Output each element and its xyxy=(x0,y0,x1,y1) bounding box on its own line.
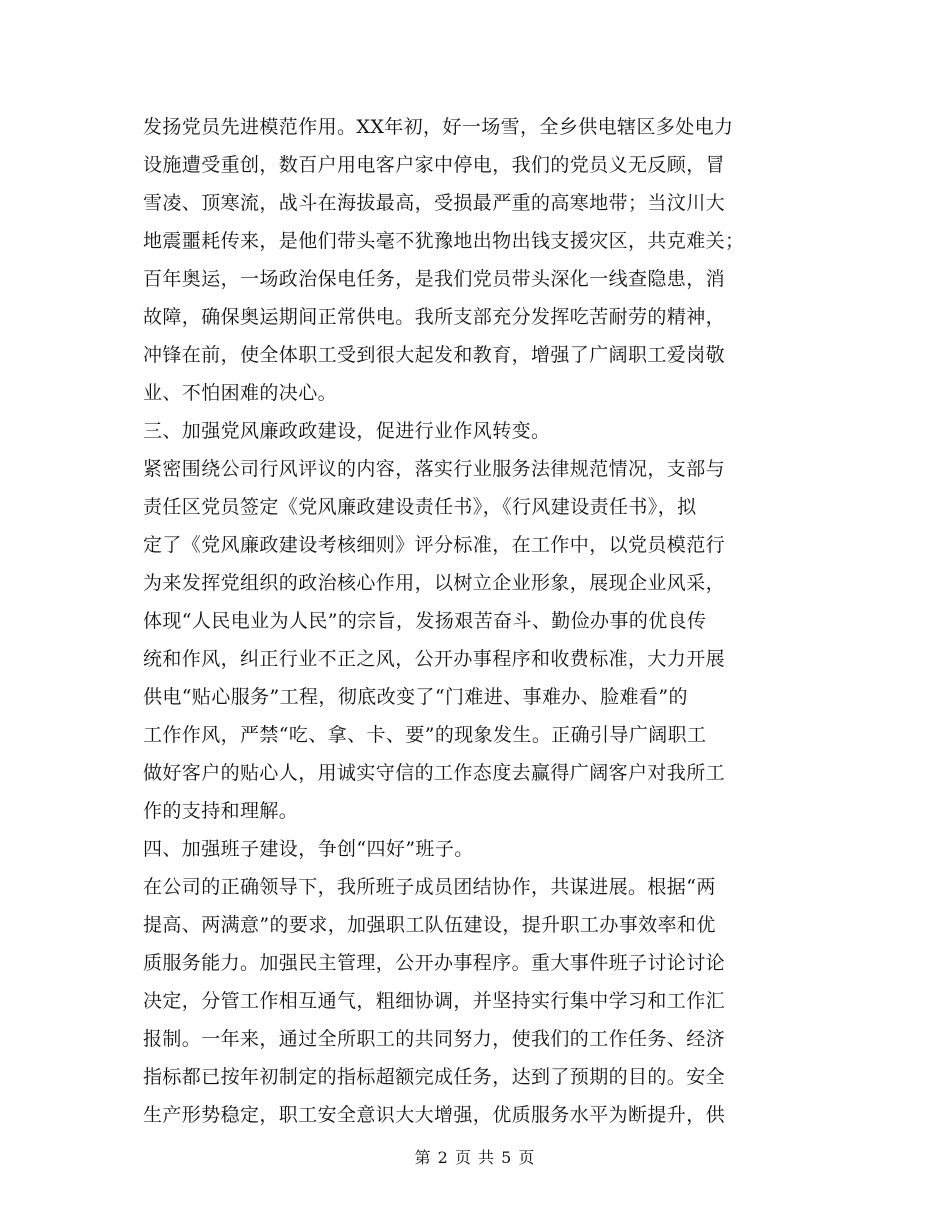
text-line: 责任区党员签定《党风廉政建设责任书》，《行风建设责任书》，拟 xyxy=(143,496,697,518)
page-number-footer: 第 2 页 共 5 页 xyxy=(414,1148,536,1167)
text-line: 做好客户的贴心人，用诚实守信的工作态度去赢得广阔客户对我所工 xyxy=(143,762,726,784)
text-line: 设施遭受重创，数百户用电客户家中停电，我们的党员义无反顾，冒 xyxy=(143,154,726,176)
document-body xyxy=(143,108,808,1134)
section-heading: 三、加强党风廉政政建设，促进行业作风转变。 xyxy=(143,420,551,442)
text-line: 在公司的正确领导下，我所班子成员团结协作，共谋进展。根据“两 xyxy=(143,876,716,898)
text-line: 雪凌、顶寒流，战斗在海拔最高，受损最严重的高寒地带；当汶川大 xyxy=(143,192,726,214)
text-line: 指标都已按年初制定的指标超额完成任务，达到了预期的目的。安全 xyxy=(143,1066,726,1088)
section-heading: 四、加强班子建设，争创“四好”班子。 xyxy=(143,838,474,860)
text-line: 紧密围绕公司行风评议的内容，落实行业服务法律规范情况，支部与 xyxy=(143,458,726,480)
text-line: 统和作风，纠正行业不正之风，公开办事程序和收费标准，大力开展 xyxy=(143,648,726,670)
text-line: 发扬党员先进模范作用。XX年初，好一场雪，全乡供电辖区多处电力 xyxy=(143,116,734,138)
text-line: 工作作风，严禁“吃、拿、卡、要”的现象发生。正确引导广阔职工 xyxy=(143,724,707,746)
text-line: 作的支持和理解。 xyxy=(143,800,299,822)
text-line: 报制。一年来，通过全所职工的共同努力，使我们的工作任务、经济 xyxy=(143,1028,726,1050)
text-line: 决定，分管工作相互通气，粗细协调，并坚持实行集中学习和工作汇 xyxy=(143,990,726,1012)
text-line: 定了《党风廉政建设考核细则》评分标准，在工作中，以党员模范行 xyxy=(143,534,726,556)
text-line: 冲锋在前，使全体职工受到很大起发和教育，增强了广阔职工爱岗敬 xyxy=(143,344,726,366)
text-line: 地震噩耗传来，是他们带头毫不犹豫地出物出钱支援灾区，共克难关； xyxy=(143,230,745,252)
text-line: 百年奥运，一场政治保电任务，是我们党员带头深化一线查隐患，消 xyxy=(143,268,726,290)
text-line: 体现“人民电业为人民”的宗旨，发扬艰苦奋斗、勤俭办事的优良传 xyxy=(143,610,707,632)
text-line: 供电“贴心服务”工程，彻底改变了“门难进、事难办、脸难看”的 xyxy=(143,686,688,708)
text-line: 生产形势稳定，职工安全意识大大增强，优质服务水平为断提升，供 xyxy=(143,1104,726,1126)
text-line: 业、不怕困难的决心。 xyxy=(143,382,338,404)
text-line: 故障，确保奥运期间正常供电。我所支部充分发挥吃苦耐劳的精神， xyxy=(143,306,726,328)
text-line: 质服务能力。加强民主管理，公开办事程序。重大事件班子讨论讨论 xyxy=(143,952,726,974)
text-line: 为来发挥党组织的政治核心作用，以树立企业形象，展现企业风采， xyxy=(143,572,726,594)
text-line: 提高、两满意”的要求，加强职工队伍建设，提升职工办事效率和优 xyxy=(143,914,716,936)
